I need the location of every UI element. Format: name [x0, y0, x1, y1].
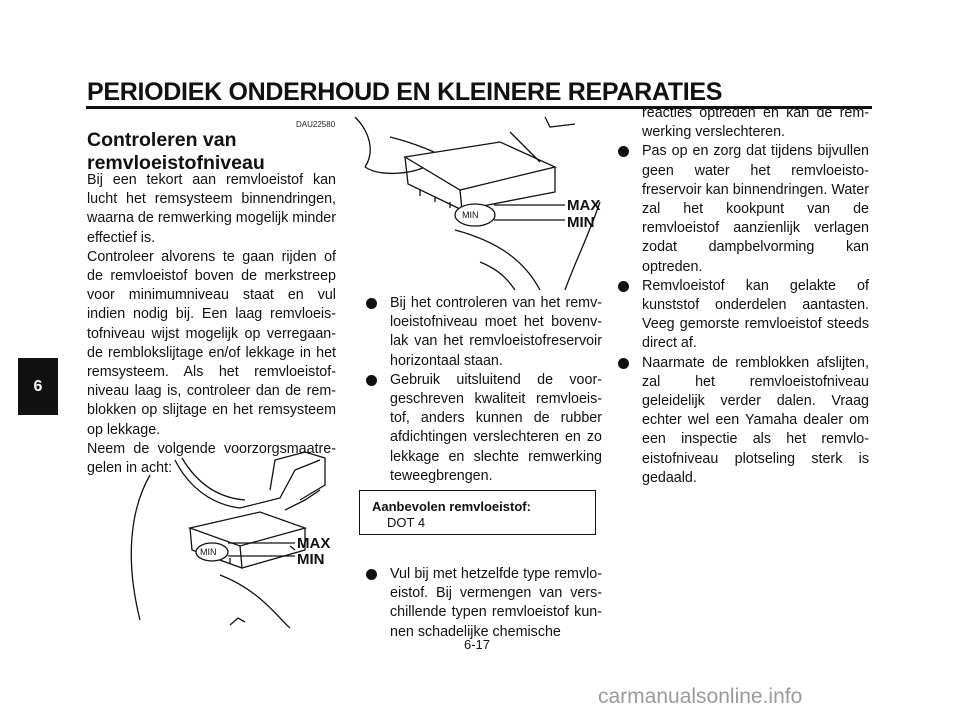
paragraph-2: Controleer alvorens te gaan rijden of de remvloeistof boven de merkstreep voor minimumniveau staat en vul indien nodig bij. Een laag remvloeistofniveau wijst mogelijk op verregaande remblokslijtage en/of lekkage in het remsysteem. Als het remvloeistofniveau laag is, controleer dan de remblokken op slijtage en het remsysteem op lekkage. — [87, 248, 336, 438]
list-item: Remvloeistof kan gelakte of kunststof onderdelen aantasten. Veeg gemorste remvloeistof steeds direct af. — [617, 277, 869, 354]
section-title-line1: Controleren van — [87, 129, 237, 151]
recommended-fluid-box — [359, 490, 596, 535]
paragraph-3: Neem de volgende voorzorgsmaatregelen in acht: — [87, 440, 336, 477]
precautions-list-3 — [617, 104, 869, 488]
bullet-icon — [366, 298, 377, 309]
continued-text: reacties optreden en kan de remwerking verslechteren. — [642, 105, 869, 141]
precautions-list-1 — [365, 294, 602, 486]
list-item: Pas op en zorg dat tijdens bijvullen geen water het remvloeistofreservoir kan binnendringen. Water zal het kookpunt van de remvloeistof aanzienlijk verlagen zodat dampbelvorming kan optreden. — [617, 142, 869, 276]
recommended-fluid-label: Aanbevolen remvloeistof: — [372, 499, 531, 514]
precautions-list-2 — [365, 565, 602, 642]
doc-code: DAU22580 — [296, 120, 336, 129]
section-body — [87, 171, 336, 478]
min-label-2: MIN — [567, 214, 595, 231]
chapter-tab: 6 — [18, 358, 58, 415]
list-item: Naarmate de remblokken afslijten, zal het remvloeistofniveau geleidelijk verder dalen. Vraag echter wel een Yamaha dealer om een inspectie als het remvloeistofniveau plotseling sterk is gedaald. — [617, 354, 869, 488]
page-number: 6-17 — [464, 637, 491, 652]
max-label-2: MAX — [567, 197, 601, 214]
page-header-title: PERIODIEK ONDERHOUD EN KLEINERE REPARATIES — [87, 78, 723, 106]
bullet-icon — [366, 375, 377, 386]
bullet-icon — [618, 358, 629, 369]
min-label-1: MIN — [297, 551, 325, 568]
bullet-icon — [618, 281, 629, 292]
max-label-1: MAX — [297, 535, 331, 552]
reservoir-illustration-2 — [350, 112, 610, 292]
section-title-line2: remvloeistofniveau — [87, 152, 265, 174]
paragraph-1: Bij een tekort aan remvloeistof kan lucht het remsysteem binnendringen, waarna de remwerking mogelijk minder effectief is. — [87, 172, 336, 246]
bullet-icon — [618, 146, 629, 157]
recommended-fluid-value: DOT 4 — [387, 515, 426, 530]
gauge-text-1: MIN — [200, 547, 217, 557]
reservoir-illustration-1 — [120, 450, 345, 630]
list-item: Bij het controleren van het remvloeistofniveau moet het bovenvlak van het remvloeistofreservoir horizontaal staan. — [365, 294, 602, 371]
list-item: Vul bij met hetzelfde type remvloeistof. Bij vermengen van verschillende typen remvloeistof kunnen schadelijke chemische — [365, 565, 602, 642]
list-item: Gebruik uitsluitend de voorgeschreven kwaliteit remvloeistof, anders kunnen de rubber afdichtingen verslechteren en zo lekkage en slechte remwerking teweegbrengen. — [365, 371, 602, 486]
watermark: carmanualsonline.info — [598, 685, 803, 708]
section-title — [87, 129, 337, 175]
bullet-icon — [366, 569, 377, 580]
gauge-text-2: MIN — [462, 210, 479, 220]
